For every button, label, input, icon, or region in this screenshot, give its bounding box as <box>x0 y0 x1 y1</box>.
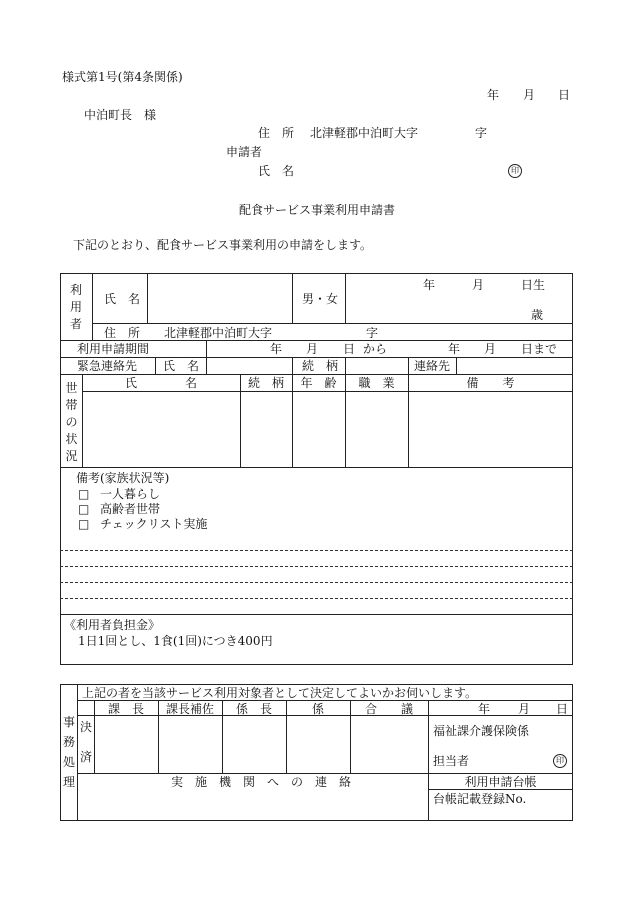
emergency-name-label: 氏 名 <box>163 359 200 373</box>
office-section-label: 事 務 処 理 <box>62 715 75 789</box>
household-section-label: 世 帯 の 状 況 <box>65 381 78 463</box>
birth-year-label: 年 <box>423 278 436 292</box>
office-department: 福祉課介護保険係 <box>433 724 530 738</box>
birth-month-label: 月 <box>472 278 485 292</box>
approval-label: 決 済 <box>79 720 92 764</box>
user-address-aza: 字 <box>366 326 379 340</box>
period-to-day: 日まで <box>521 342 558 356</box>
birth-day-label: 日生 <box>521 278 546 292</box>
applicant-name-label: 氏 名 <box>258 164 295 178</box>
applicant-label: 申請者 <box>226 145 263 159</box>
period-label: 利用申請期間 <box>77 342 150 356</box>
office-date-month: 月 <box>518 702 531 716</box>
col-section-chief: 課 長 <box>107 702 144 716</box>
addressee: 中泊町長 様 <box>84 108 157 122</box>
col-deputy-chief: 課長補佐 <box>165 702 214 716</box>
col-unit-chief: 係 長 <box>235 702 272 716</box>
user-address-value: 北津軽郡中泊町大字 <box>164 326 273 340</box>
period-to-month: 月 <box>484 342 497 356</box>
office-person-label: 担当者 <box>433 754 470 768</box>
applicant-seal-icon: 印 <box>508 164 522 178</box>
household-col-age: 年 齢 <box>300 376 337 390</box>
notes-dashed-line <box>60 598 573 599</box>
notes-item-3: チェックリスト実施 <box>100 517 208 531</box>
household-col-relation: 続 柄 <box>247 376 284 390</box>
document-title: 配食サービス事業利用申請書 <box>239 203 396 217</box>
period-from-text: から <box>363 342 388 356</box>
applicant-address-aza: 字 <box>475 126 488 140</box>
age-label: 歳 <box>531 308 544 322</box>
notes-dashed-line <box>60 566 573 567</box>
office-date-year: 年 <box>478 702 491 716</box>
emergency-relation-label: 続 柄 <box>302 359 339 373</box>
period-to-year: 年 <box>448 342 461 356</box>
period-from-month: 月 <box>306 342 319 356</box>
user-section-label: 利 用 者 <box>69 283 82 331</box>
user-gender: 男・女 <box>302 292 339 306</box>
date-year-label: 年 <box>487 88 500 102</box>
date-day-label: 日 <box>558 88 571 102</box>
notes-checkbox-1[interactable]: □ <box>78 487 90 501</box>
office-statement: 上記の者を当該サービス利用対象者として決定してよいかお伺いします。 <box>82 686 478 700</box>
col-consultation: 合 議 <box>364 702 413 716</box>
emergency-label: 緊急連絡先 <box>77 359 138 373</box>
notes-dashed-line <box>60 582 573 583</box>
user-address-label: 住 所 <box>104 326 141 340</box>
applicant-address-value: 北津軽郡中泊町大字 <box>310 126 419 140</box>
period-from-year: 年 <box>270 342 283 356</box>
user-name-label: 氏 名 <box>104 292 141 306</box>
col-staff: 係 <box>311 702 324 716</box>
household-col-notes: 備 考 <box>466 376 515 390</box>
applicant-address-label: 住 所 <box>258 126 295 140</box>
liaison-label: 実 施 機 関 へ の 連 絡 <box>170 775 351 789</box>
register-no-label: 台帳記載登録No. <box>433 792 527 806</box>
date-month-label: 月 <box>523 88 536 102</box>
household-col-job: 職 業 <box>358 376 395 390</box>
notes-title: 備考(家族状況等) <box>76 471 170 485</box>
notes-item-2: 高齢者世帯 <box>100 502 161 516</box>
register-label: 利用申請台帳 <box>464 775 537 789</box>
emergency-contact-label: 連絡先 <box>414 359 451 373</box>
office-date-day: 日 <box>556 702 569 716</box>
notes-dashed-line <box>60 550 573 551</box>
household-col-name: 氏 名 <box>124 376 197 390</box>
notes-checkbox-2[interactable]: □ <box>78 502 90 516</box>
burden-text: 1日1回とし、1食(1回)につき400円 <box>78 634 273 648</box>
burden-title: 《利用者負担金》 <box>64 618 161 632</box>
intro-text: 下記のとおり、配食サービス事業利用の申請をします。 <box>73 238 373 252</box>
notes-item-1: 一人暮らし <box>100 487 161 501</box>
form-number: 様式第1号(第4条関係) <box>62 70 183 84</box>
period-from-day: 日 <box>343 342 356 356</box>
notes-checkbox-3[interactable]: □ <box>78 517 90 531</box>
office-seal-icon: 印 <box>553 754 567 768</box>
